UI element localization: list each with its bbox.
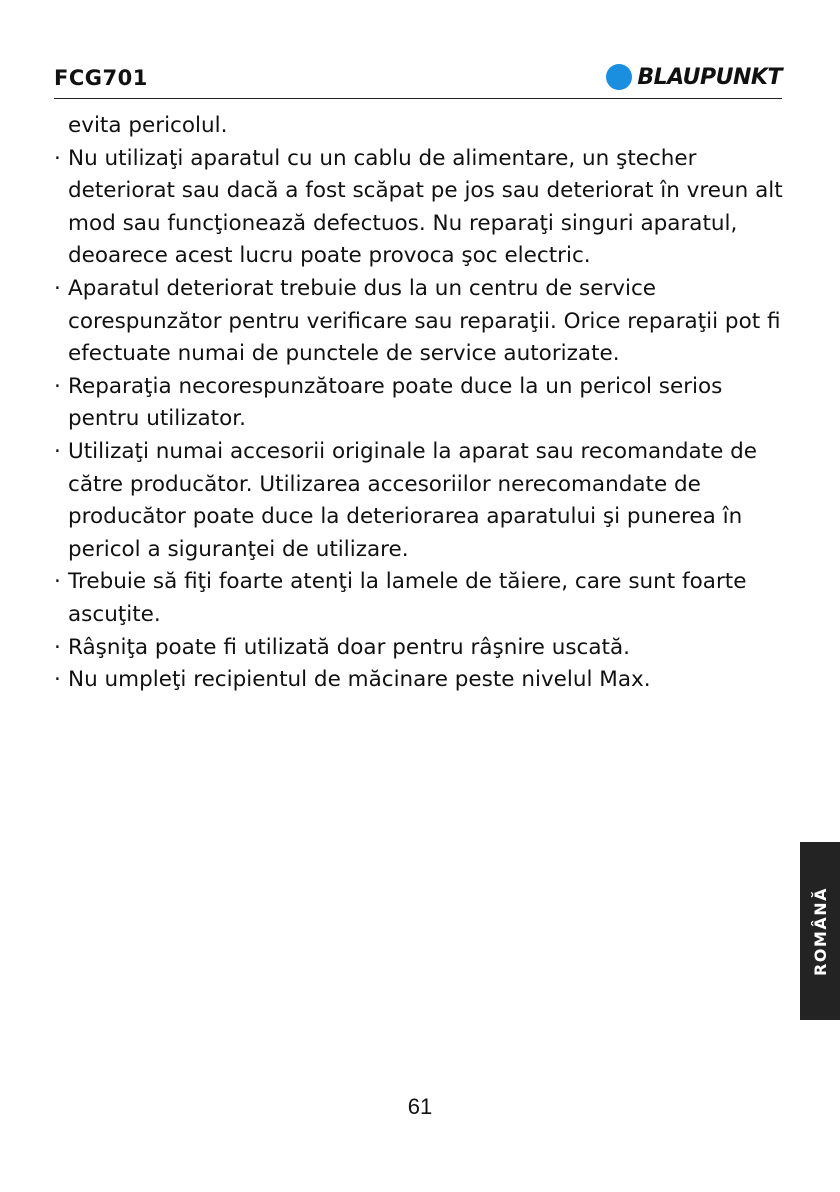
lead-text: evita pericolul.	[68, 113, 228, 138]
list-item	[52, 143, 792, 273]
list-item-text: Utilizaţi numai accesorii originale la aparat sau recomandate de către producător. Utilizarea accesoriilor nerecomandate de producător poate duce la deteriorarea aparatului şi punerea în pericol a siguranţei de utilizare.	[68, 438, 758, 562]
bullet-icon: ·	[54, 145, 61, 171]
brand-logo	[606, 64, 782, 90]
list-item-text: Trebuie să fiţi foarte atenţi la lamele de tăiere, care sunt foarte ascuţite.	[68, 569, 747, 627]
list-item-text: Nu utilizaţi aparatul cu un cablu de alimentare, un ştecher deteriorat sau dacă a fost scăpat pe jos sau deteriorat în vreun alt mod sau funcţionează defectuos. Nu reparaţi singuri aparatul, deoarece acest lucru poate provoca şoc electric.	[68, 145, 783, 269]
language-tab	[800, 842, 840, 1020]
brand-dot-icon	[606, 64, 632, 90]
safety-list	[52, 143, 792, 697]
language-tab-label: ROMÂNĂ	[810, 886, 830, 976]
bullet-icon: ·	[54, 373, 61, 399]
bullet-icon: ·	[54, 634, 61, 660]
list-item-text: Râşniţa poate fi utilizată doar pentru râşnire uscată.	[68, 634, 630, 660]
brand-name: BLAUPUNKT	[637, 64, 782, 90]
model-name: FCG701	[54, 66, 148, 90]
bullet-icon: ·	[54, 275, 61, 301]
list-item	[52, 436, 792, 566]
list-item	[52, 273, 792, 371]
list-item-text: Aparatul deteriorat trebuie dus la un centru de service corespunzător pentru verificare sau reparaţii. Orice reparaţii pot fi efectuate numai de punctele de service autorizate.	[68, 275, 781, 367]
bullet-icon: ·	[54, 569, 61, 595]
list-item-text: Nu umpleţi recipientul de măcinare peste nivelul Max.	[68, 667, 651, 693]
list-item	[52, 632, 792, 665]
bullet-icon: ·	[54, 438, 61, 464]
list-item-text: Reparaţia necorespunzătoare poate duce la un pericol serios pentru utilizator.	[68, 373, 723, 432]
page-header	[54, 62, 782, 99]
list-item	[52, 664, 792, 697]
main-content	[52, 110, 792, 697]
list-item	[52, 371, 792, 436]
list-item	[52, 566, 792, 631]
bullet-icon: ·	[54, 667, 61, 693]
page-number: 61	[407, 1094, 433, 1119]
